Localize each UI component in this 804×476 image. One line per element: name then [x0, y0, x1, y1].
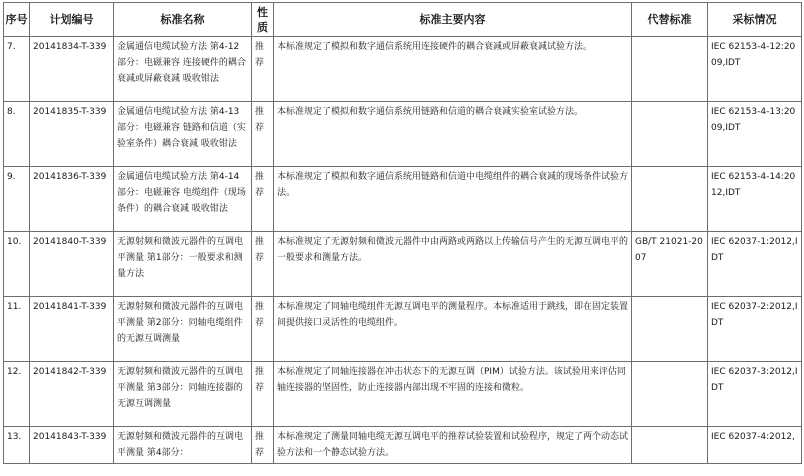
- cell-desc: 本标准规定了测量同轴电缆无源互调电平的推荐试验装置和试验程序，规定了两个动态试验方法和一个静态试验方法。: [274, 427, 632, 464]
- cell-name: 无源射频和微波元器件的互调电平测量 第4部分：: [114, 427, 252, 464]
- cell-desc: 本标准规定了模拟和数字通信系统用连接硬件的耦合衰减或屏蔽衰减试验方法。: [274, 37, 632, 102]
- cell-replaced: [632, 102, 708, 167]
- cell-adopted: IEC 62037-3:2012,IDT: [708, 362, 802, 427]
- cell-no: 12.: [4, 362, 30, 427]
- table-row: [4, 37, 802, 102]
- cell-desc: 本标准规定了模拟和数字通信系统用链路和信道的耦合衰减实验室试验方法。: [274, 102, 632, 167]
- cell-no: 7.: [4, 37, 30, 102]
- cell-name: 金属通信电缆试验方法 第4-14部分：电磁兼容 电缆组件（现场条件）的耦合衰减 吸收钳法: [114, 167, 252, 232]
- standards-table: [3, 2, 802, 464]
- cell-code: 20141836-T-339: [30, 167, 114, 232]
- cell-adopted: IEC 62037-4:2012,: [708, 427, 802, 464]
- cell-replaced: GB/T 21021-2007: [632, 232, 708, 297]
- cell-type: 推荐: [252, 297, 274, 362]
- cell-no: 10.: [4, 232, 30, 297]
- cell-type: 推荐: [252, 167, 274, 232]
- cell-name: 金属通信电缆试验方法 第4-12部分：电磁兼容 连接硬件的耦合衰减或屏蔽衰减 吸收钳法: [114, 37, 252, 102]
- cell-type: 推荐: [252, 102, 274, 167]
- table-row: [4, 232, 802, 297]
- cell-adopted: IEC 62037-2:2012,IDT: [708, 297, 802, 362]
- table-row: [4, 427, 802, 464]
- cell-desc: 本标准规定了同轴电缆组件无源互调电平的测量程序。本标准适用于跳线，即在固定装置间提供接口灵活性的电缆组件。: [274, 297, 632, 362]
- header-type: 性质: [252, 3, 274, 37]
- cell-adopted: IEC 62037-1:2012,IDT: [708, 232, 802, 297]
- header-replaced: 代替标准: [632, 3, 708, 37]
- cell-type: 推荐: [252, 427, 274, 464]
- cell-name: 无源射频和微波元器件的互调电平测量 第2部分：同轴电缆组件的无源互调测量: [114, 297, 252, 362]
- cell-adopted: IEC 62153-4-14:2012,IDT: [708, 167, 802, 232]
- header-code: 计划编号: [30, 3, 114, 37]
- cell-name: 无源射频和微波元器件的互调电平测量 第3部分：同轴连接器的无源互调测量: [114, 362, 252, 427]
- cell-code: 20141834-T-339: [30, 37, 114, 102]
- header-adopted: 采标情况: [708, 3, 802, 37]
- cell-replaced: [632, 167, 708, 232]
- cell-code: 20141843-T-339: [30, 427, 114, 464]
- cell-code: 20141841-T-339: [30, 297, 114, 362]
- cell-code: 20141842-T-339: [30, 362, 114, 427]
- table-row: [4, 102, 802, 167]
- table-row: [4, 297, 802, 362]
- cell-replaced: [632, 362, 708, 427]
- cell-no: 9.: [4, 167, 30, 232]
- cell-type: 推荐: [252, 232, 274, 297]
- header-desc: 标准主要内容: [274, 3, 632, 37]
- cell-name: 金属通信电缆试验方法 第4-13部分：电磁兼容 链路和信道（实验室条件）耦合衰减 吸收钳法: [114, 102, 252, 167]
- cell-replaced: [632, 37, 708, 102]
- cell-desc: 本标准规定了同轴连接器在冲击状态下的无源互调（PIM）试验方法。该试验用来评估同轴连接器的坚固性，防止连接器内部出现不牢固的连接和微粒。: [274, 362, 632, 427]
- cell-desc: 本标准规定了模拟和数字通信系统用链路和信道中电缆组件的耦合衰减的现场条件试验方法。: [274, 167, 632, 232]
- cell-no: 8.: [4, 102, 30, 167]
- cell-code: 20141835-T-339: [30, 102, 114, 167]
- cell-no: 13.: [4, 427, 30, 464]
- cell-name: 无源射频和微波元器件的互调电平测量 第1部分：一般要求和测量方法: [114, 232, 252, 297]
- cell-adopted: IEC 62153-4-12:2009,IDT: [708, 37, 802, 102]
- header-row: [4, 3, 802, 37]
- table-row: [4, 167, 802, 232]
- cell-code: 20141840-T-339: [30, 232, 114, 297]
- table-row: [4, 362, 802, 427]
- cell-type: 推荐: [252, 362, 274, 427]
- cell-desc: 本标准规定了无源射频和微波元器件中由两路或两路以上传输信号产生的无源互调电平的一般要求和测量方法。: [274, 232, 632, 297]
- cell-replaced: [632, 297, 708, 362]
- header-name: 标准名称: [114, 3, 252, 37]
- header-no: 序号: [4, 3, 30, 37]
- cell-replaced: [632, 427, 708, 464]
- cell-no: 11.: [4, 297, 30, 362]
- cell-adopted: IEC 62153-4-13:2009,IDT: [708, 102, 802, 167]
- cell-type: 推荐: [252, 37, 274, 102]
